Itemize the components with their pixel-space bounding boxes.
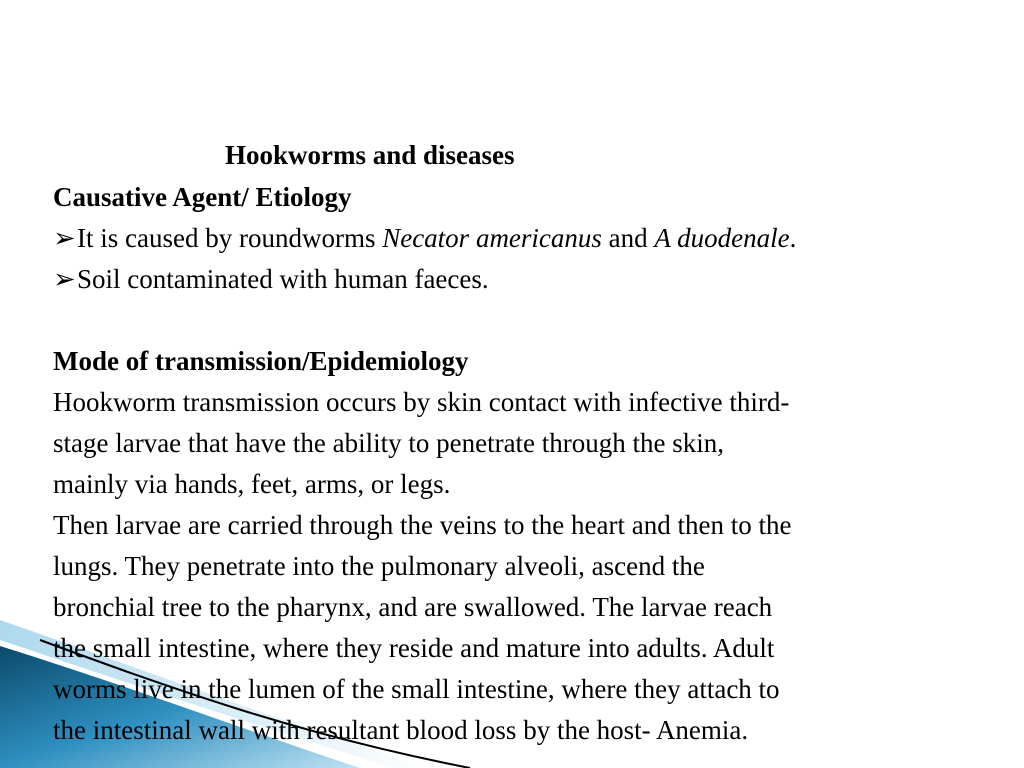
paragraph-line: the intestinal wall with resultant blood loss by the host- Anemia. — [53, 715, 749, 745]
arrow-bullet-icon: ➢ — [53, 264, 76, 294]
paragraph-line: lungs. They penetrate into the pulmonary alveoli, ascend the — [53, 551, 705, 581]
paragraph-lifecycle — [53, 505, 1003, 751]
arrow-bullet-icon: ➢ — [53, 223, 76, 253]
paragraph-line: the small intestine, where they reside and mature into adults. Adult — [53, 633, 775, 663]
paragraph-line: bronchial tree to the pharynx, and are swallowed. The larvae reach — [53, 592, 773, 622]
species-name-duodenale: A duodenale — [654, 223, 790, 253]
paragraph-line: Then larvae are carried through the veins to the heart and then to the — [53, 510, 792, 540]
paragraph-transmission — [53, 382, 1003, 505]
section-heading-transmission: Mode of transmission/Epidemiology — [53, 346, 469, 376]
paragraph-line: worms live in the lumen of the small intestine, where they attach to — [53, 674, 780, 704]
bullet-item-soil — [53, 259, 1003, 300]
paragraph-line: Hookworm transmission occurs by skin contact with infective third- — [53, 387, 790, 417]
page-title: Hookworms and diseases — [225, 140, 515, 170]
blank-line — [53, 300, 1003, 341]
bullet-text-soil: Soil contaminated with human faeces. — [77, 264, 489, 294]
paragraph-line: stage larvae that have the ability to penetrate through the skin, — [53, 428, 725, 458]
slide-body — [53, 177, 1003, 751]
bullet-text-middle: and — [601, 223, 655, 253]
section-heading-etiology: Causative Agent/ Etiology — [53, 182, 352, 212]
bullet-item-cause — [53, 218, 1003, 259]
species-name-necator: Necator americanus — [382, 223, 602, 253]
paragraph-line: mainly via hands, feet, arms, or legs. — [53, 469, 451, 499]
bullet-text-suffix: . — [789, 223, 797, 253]
bullet-text-prefix: It is caused by roundworms — [77, 223, 383, 253]
